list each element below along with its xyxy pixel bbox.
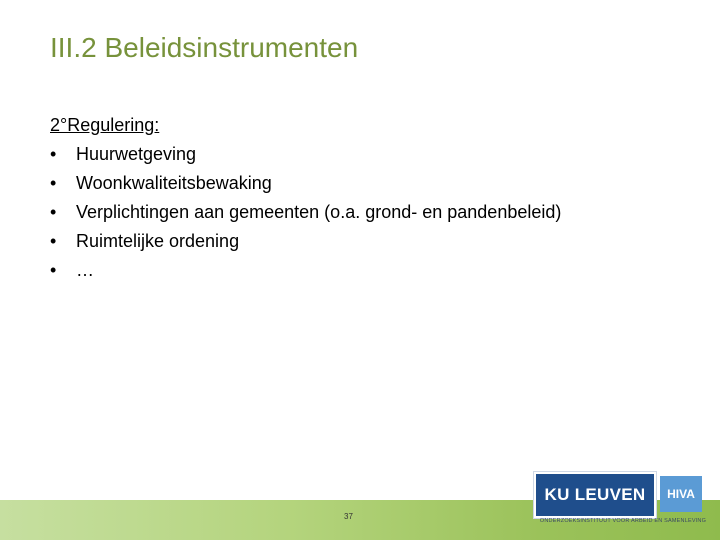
- hiva-logo: HIVA: [660, 476, 702, 512]
- logo-tagline: ONDERZOEKSINSTITUUT VOOR ARBEID EN SAMENLEVING: [539, 518, 707, 524]
- bullet-icon: •: [50, 144, 57, 164]
- slide-title: III.2 Beleidsinstrumenten: [50, 32, 359, 63]
- list-item-text: Huurwetgeving: [76, 144, 197, 164]
- list-item: [50, 256, 561, 285]
- list-item: [50, 169, 561, 198]
- bullet-icon: •: [50, 231, 57, 251]
- ku-leuven-logo: KU LEUVEN: [534, 472, 656, 518]
- ku-leuven-hiva-logo: [532, 470, 714, 528]
- list-item: [50, 227, 561, 256]
- list-item-text: Ruimtelijke ordening: [76, 231, 240, 251]
- subheading: 2°Regulering:: [50, 115, 160, 135]
- bullet-icon: •: [50, 202, 57, 222]
- bullet-icon: •: [50, 260, 57, 280]
- list-item: [50, 198, 561, 227]
- page-number: 37: [344, 512, 353, 521]
- list-item-text: …: [76, 260, 94, 280]
- bullet-list: [50, 140, 561, 285]
- list-item-text: Verplichtingen aan gemeenten (o.a. grond- en pandenbeleid): [76, 202, 562, 222]
- bullet-icon: •: [50, 173, 57, 193]
- slide-content: [50, 111, 561, 285]
- list-item: [50, 140, 561, 169]
- list-item-text: Woonkwaliteitsbewaking: [76, 173, 272, 193]
